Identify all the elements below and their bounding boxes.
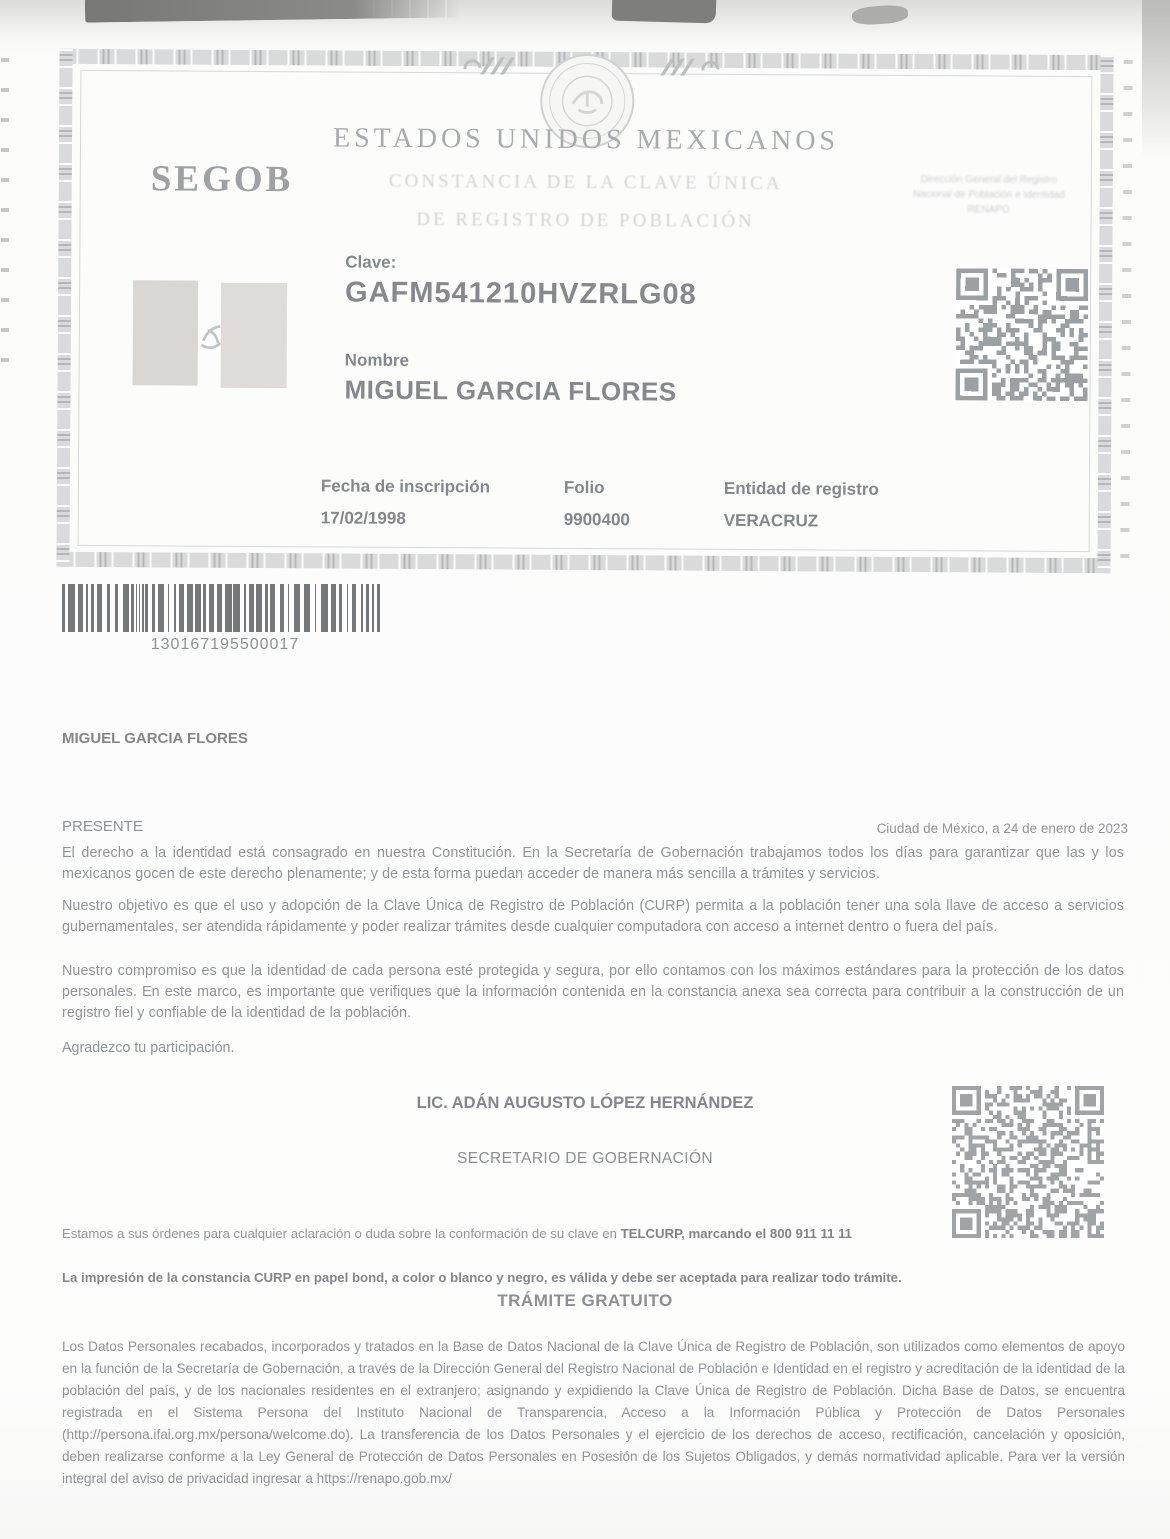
letter-paragraph: El derecho a la identidad está consagrado en nuestra Constitución. En la Secretaría de Gobernación trabajamos todos los días para garantizar que las y los mexicanos gocen de este derecho plenamente; y de esta forma puedan acceder de manera más sencilla a trámites y servicios. bbox=[62, 845, 1124, 882]
scroll-flourish-icon bbox=[659, 56, 717, 78]
barcode-icon bbox=[62, 584, 392, 632]
certificate-subtitle-line1: CONSTANCIA DE LA CLAVE ÚNICA bbox=[388, 170, 783, 195]
entidad-registro-value: VERACRUZ bbox=[723, 510, 819, 531]
qr-code-icon bbox=[952, 1086, 1104, 1238]
dateline: Ciudad de México, a 24 de enero de 2023 bbox=[876, 821, 1128, 836]
fecha-inscripcion-label: Fecha de inscripción bbox=[320, 476, 491, 497]
contact-phone: TELCURP, marcando el 800 911 11 11 bbox=[620, 1226, 853, 1241]
scroll-flourish-icon bbox=[457, 55, 515, 77]
certificate-subtitle-line2: DE REGISTRO DE POBLACIÓN bbox=[416, 208, 755, 233]
presente-label: PRESENTE bbox=[62, 818, 143, 835]
privacy-notice-paragraph: Los Datos Personales recabados, incorporados y tratados en la Base de Datos Nacional de la Clave Única de Registro de Población, son utilizados como elementos de apoyo en la función de la Secretaría de Gobernación, a través de la Dirección General del Registro Nacional de Población e Identidad en el registro y acreditación de la identidad de la población del país, y de los nacionales residentes en el extranjero; asignando y expidiendo la Clave Única de Registro de Población. Dicha Base de Datos, se encuentra registrada en el Sistema Persona del Instituto Nacional de Transparencia, Acceso a la Información Pública y Protección de Datos Personales (http://persona.ifai.org.mx/persona/welcome.do). La transferencia de los Datos Personales y el ejercicio de los derechos de acceso, rectificación, cancelación y oposición, deben realizarse conforme a la Ley General de Protección de Datos Personales en Posesión de los Sujetos Obligados, y demás normatividad aplicable. Para ver la versión integral del aviso de privacidad ingresar a https://renapo.gob.mx/ bbox=[62, 1339, 1125, 1486]
signatory-name: LIC. ADÁN AUGUSTO LÓPEZ HERNÁNDEZ bbox=[416, 1094, 754, 1112]
entidad-registro-label: Entidad de registro bbox=[723, 478, 879, 499]
border-ornament-left bbox=[56, 49, 72, 567]
country-title: ESTADOS UNIDOS MEXICANOS bbox=[332, 122, 840, 157]
contact-line bbox=[62, 1226, 852, 1241]
scan-margin-marks bbox=[1, 58, 9, 368]
folio-value: 9900400 bbox=[563, 509, 630, 530]
folio-label: Folio bbox=[563, 477, 605, 498]
print-validity-notice: La impresión de la constancia CURP en papel bond, a color o blanco y negro, es válida y debe ser aceptada para realizar todo trámite. bbox=[62, 1270, 902, 1285]
nombre-label: Nombre bbox=[344, 350, 409, 370]
letter-closing: Agradezco tu participación. bbox=[62, 1040, 235, 1056]
border-ornament-bottom bbox=[56, 552, 1110, 573]
border-ornament-right bbox=[1097, 55, 1113, 573]
faint-office-text: Dirección General del Registro Nacional de Población e Identidad RENAPO bbox=[912, 174, 1065, 216]
mexican-flag-icon bbox=[133, 280, 292, 389]
fecha-inscripcion-value: 17/02/1998 bbox=[320, 508, 406, 528]
nombre-value: MIGUEL GARCIA FLORES bbox=[344, 374, 677, 407]
letter-paragraph: Nuestro compromiso es que la identidad de cada persona esté protegida y segura, por ello contamos con los máximos estándares para la protección de los datos personales. En este marco, es importante que verifiques que la información contenida en la constancia anexa sea correcta para contribuir a la construcción de un registro fiel y confiable de la identidad de la población. bbox=[62, 963, 1124, 1021]
barcode-number: 130167195500017 bbox=[150, 636, 300, 653]
segob-logo: SEGOB bbox=[150, 158, 294, 201]
curp-certificate bbox=[56, 49, 1113, 573]
free-procedure-notice: TRÁMITE GRATUITO bbox=[497, 1291, 673, 1310]
addressee-name: MIGUEL GARCIA FLORES bbox=[62, 730, 248, 747]
clave-label: Clave: bbox=[345, 252, 397, 272]
scan-edge-shadow bbox=[1142, 0, 1170, 160]
signatory-title: SECRETARIO DE GOBERNACIÓN bbox=[456, 1150, 714, 1167]
scan-margin-marks bbox=[1120, 60, 1132, 560]
contact-text: Estamos a sus órdenes para cualquier aclaración o duda sobre la conformación de su clave en bbox=[62, 1226, 621, 1241]
letter-paragraph: Nuestro objetivo es que el uso y adopción de la Clave Única de Registro de Población (CURP) permita a la población tener una sola llave de acceso a servicios gubernamentales, ser atendida rápidamente y poder realizar trámites desde cualquier computadora con acceso a internet dentro o fuera del país. bbox=[62, 898, 1124, 935]
curp-clave-value: GAFM541210HVZRLG08 bbox=[345, 276, 697, 311]
qr-code-icon bbox=[955, 268, 1088, 401]
scan-smudge bbox=[612, 0, 717, 23]
